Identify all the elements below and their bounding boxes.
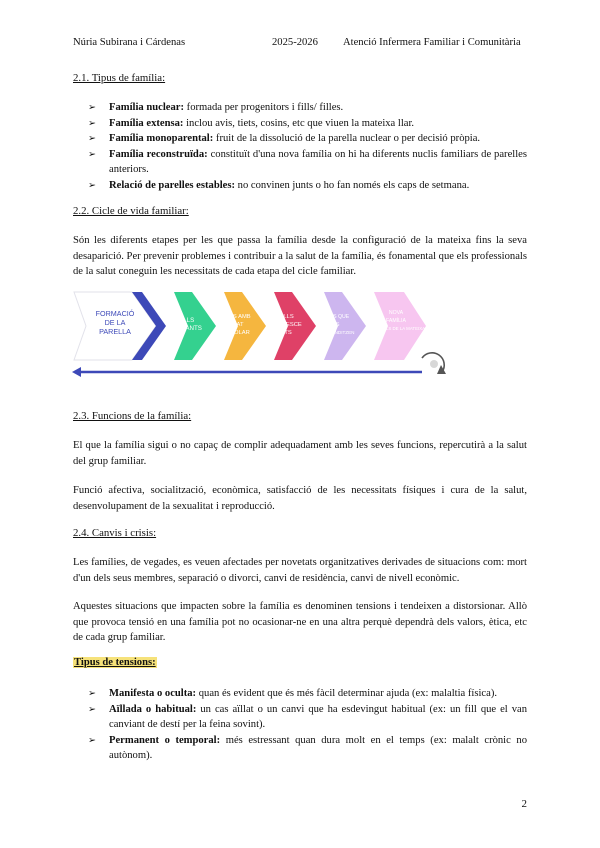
header-year: 2025-2026 — [272, 37, 318, 48]
functions-paragraph-2: Funció afectiva, socialització, econòmica, satisfacció de les necessitats físiques i cura de la salut, desenvolupament de la sexualitat i reproducció. — [73, 485, 527, 512]
list-item: ➢ Família reconstruïda: constituït d'una nova família on hi ha diferents nuclis familiars de parelles anteriors. — [88, 148, 528, 175]
list-item: ➢ Relació de parelles estables: no convinen junts o ho fan només els caps de setmana. — [88, 178, 527, 194]
stage-label: ADOLESCE — [270, 322, 302, 328]
stage-label: DELS FILLS DE LA MATEIXA — [366, 326, 426, 331]
stage-infants — [170, 292, 216, 360]
list-item: ➢ Manifesta o oculta: quan és evident que és més fàcil determinar ajuda (ex: malaltia física). — [88, 686, 527, 702]
stage-label: FILLS QUE — [322, 314, 350, 320]
stage-label: NOVA — [388, 310, 404, 316]
list-item: ➢ Permanent o temporal: més estressant quan dura molt en el temps (ex: malalt crònic no autònom). — [88, 734, 527, 761]
stage-label: LACTANTS — [170, 325, 202, 332]
stage-label: FILLS — [177, 317, 195, 324]
stage-label: FAMÍLIA — [386, 318, 406, 324]
stage-label: FORMACIÓ — [95, 309, 135, 318]
arrow-bullet-icon: ➢ — [88, 102, 96, 113]
family-life-cycle-diagram — [70, 286, 470, 386]
stage-label: INDEPENDITZEN — [317, 330, 355, 335]
changes-paragraph-1: Les famílies, de vegades, es veuen afectades per novetats organitzatives derivades de situacions com: mort d'un dels seus membres, separació o divorci, canvi de residència, canvi de nivell econòmic. — [73, 557, 527, 584]
cycle-arrows-icon — [422, 353, 446, 374]
stage-adolescents — [270, 292, 316, 360]
arrow-bullet-icon: ➢ — [88, 133, 96, 144]
stage-label: NTS — [280, 330, 292, 336]
stage-label: DE LA — [104, 318, 126, 327]
stage-label: PARELLA — [99, 327, 131, 336]
stage-label: FILLS — [278, 314, 294, 320]
stage-label: FILLS AMB — [221, 314, 251, 320]
arrow-bullet-icon: ➢ — [88, 179, 96, 191]
section-title-life-cycle: 2.2. Cicle de vida familiar: — [73, 205, 189, 217]
header-author: Núria Subirana i Cárdenas — [73, 37, 186, 48]
stage-chevron-accent — [324, 292, 366, 360]
stage-label: EDAT — [228, 322, 244, 328]
list-item: ➢ Família monoparental: fruit de la dissolució de la parella nuclear o per decisió pròpia. — [88, 131, 527, 147]
tensions-list — [88, 686, 527, 764]
functions-paragraph-1: El que la família sigui o no capaç de complir adequadament amb les seves funcions, repercutirà a la salut del grup familiar. — [73, 440, 527, 467]
header-subject: Atenció Infermera Familiar i Comunitària — [343, 37, 521, 48]
life-cycle-paragraph: Són les diferents etapes per les que passa la família desde la configuració de la mateixa fins la seva desaparició. Per prevenir problemes i contribuir a la salut de la família, és fonamental que els professionals de la salut coneguin les necessitats de cada etapa del cicle familiar. — [73, 235, 527, 277]
tensions-heading: Tipus de tensions: — [74, 657, 156, 668]
list-item: ➢ Família extensa: inclou avis, tiets, cosins, etc que viuen la mateixa llar. — [88, 116, 527, 132]
arrow-bullet-icon: ➢ — [88, 688, 96, 699]
stage-new-family — [367, 292, 426, 360]
stage-school-age — [221, 292, 266, 360]
section-title-changes: 2.4. Canvis i crisis: — [73, 527, 157, 539]
arrow-left-icon — [72, 367, 81, 377]
arrow-bullet-icon: ➢ — [88, 117, 96, 129]
stage-label: ES — [332, 322, 340, 328]
stage-independent — [317, 292, 366, 360]
stage-formation — [74, 292, 166, 360]
stage-label: ESCOLAR — [222, 330, 250, 336]
arrow-bullet-icon: ➢ — [88, 148, 96, 160]
section-title-types: 2.1. Tipus de família: — [73, 72, 166, 84]
section-title-functions: 2.3. Funcions de la família: — [73, 410, 192, 422]
arrow-bullet-icon: ➢ — [88, 703, 96, 715]
page-number: 2 — [521, 798, 527, 810]
list-item: ➢ Família nuclear: formada per progenitors i fills/ filles. — [88, 100, 527, 116]
family-types-list — [88, 100, 527, 193]
changes-paragraph-2: Aquestes situacions que impacten sobre la família es denominen tensions i tendeixen a distorsionar. Allò que provoca tensió en una família pot no ocasionar-ne en una altra perquè dependrà dels valors, ètica, etc de cada grup familiar. — [73, 601, 527, 643]
arrow-bullet-icon: ➢ — [88, 734, 96, 746]
list-item: ➢ Aïllada o habitual: un cas aïllat o un canvi que ha esdevingut habitual (ex: un fill que el van canviant de destí per la feina sovint). — [88, 703, 527, 730]
